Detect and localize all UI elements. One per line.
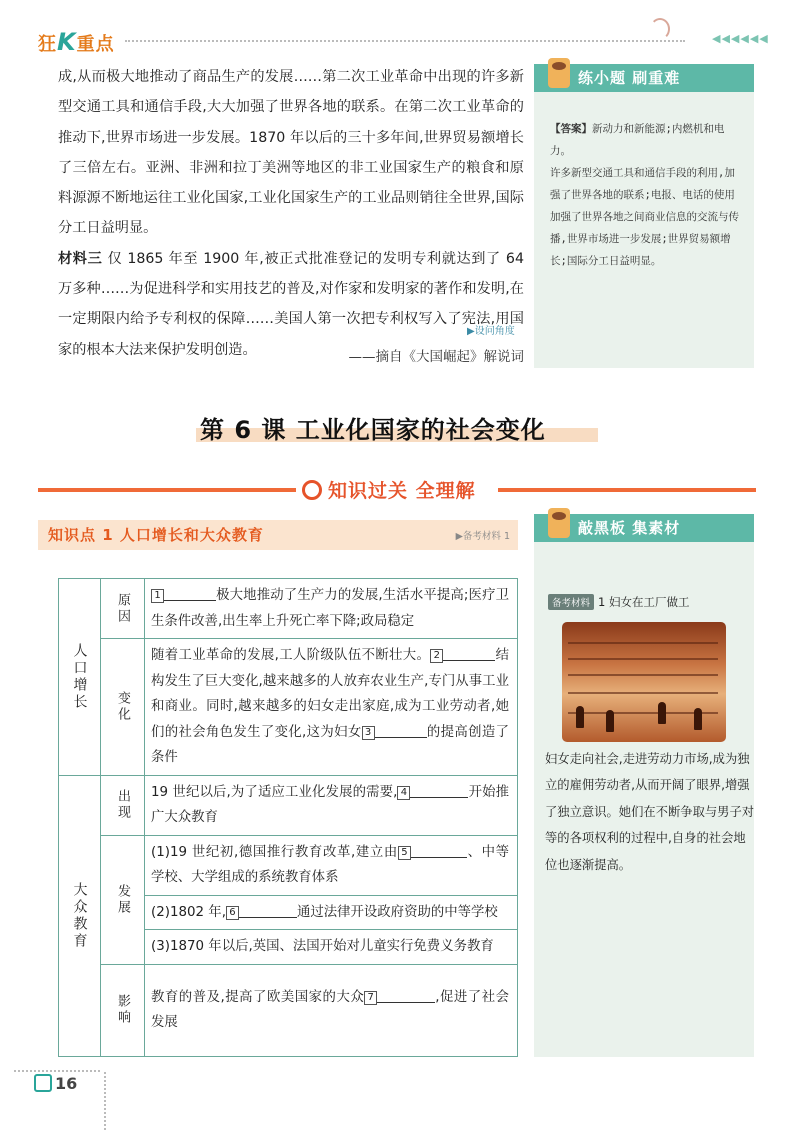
- blank-number: 1: [151, 589, 164, 603]
- blank-number: 2: [430, 649, 443, 663]
- development-cell-3: (3)1870 年以后,英国、法国开始对儿童实行免费义务教育: [145, 930, 518, 965]
- material-caption: 备考材料 1 妇女在工厂做工: [548, 594, 690, 610]
- footer-dotted-divider: [104, 1072, 106, 1130]
- header-dotted-rule: [125, 40, 685, 42]
- fill-blank[interactable]: [375, 724, 427, 738]
- source-citation: ——摘自《大国崛起》解说词: [348, 349, 524, 365]
- student-icon: [548, 508, 570, 538]
- section-banner: [302, 476, 476, 503]
- footer-dotted-rule: [14, 1070, 100, 1072]
- material-text: [58, 62, 524, 365]
- material-two-tail: 成,从而极大地推动了商品生产的发展……第二次工业革命中出现的许多新型交通工具和通信手段,大大加强了世界各地的联系。在第二次工业革命的推动下,世界市场进一步发展。1870 年以后的三十多年间,世界贸易额增长了三倍左右。亚洲、非洲和拉丁美洲等地区的非工业国家生产的粮食和原料源源不断地运往工业化国家,工业化国家生产的工业品则销往全世界,国际分工日益明显。: [58, 69, 524, 237]
- development-cell-1: (1)19 世纪初,德国推行教育改革,建立由 5 、中等学校、大学组成的系统教育体系: [145, 835, 518, 895]
- arrow-decoration: ◀◀◀◀◀◀: [712, 32, 769, 45]
- table-row: [59, 964, 518, 1056]
- practice-sidebar-title: 练小题 刷重难: [578, 69, 681, 87]
- factory-women-photo: [562, 622, 726, 742]
- change-cell: 随着工业革命的发展,工人阶级队伍不断壮大。 2 结构发生了巨大变化,越来越多的人放弃农业生产,专门从事工业和商业。同时,越来越多的妇女走出家庭,成为工业劳动者,她们的社会角色发生了变化,这为妇女 3 的提高创造了条件: [145, 639, 518, 776]
- material-sidebar-header: [534, 514, 754, 542]
- answer-label: 【答案】: [550, 123, 592, 135]
- material-description: 妇女走向社会,走进劳动力市场,成为独立的雇佣劳动者,从而开阔了眼界,增强了独立意识。她们在不断争取与男子对等的各项权利的过程中,自身的社会地位也逐渐提高。: [545, 752, 755, 872]
- fill-blank[interactable]: [239, 904, 297, 918]
- material-three-body: 仅 1865 年至 1900 年,被正式批准登记的发明专利就达到了 64 万多种……为促进科学和实用技艺的普及,对作家和发明家的著作和发明,在一定期限内给予专利权的保障……美国人第一次把专利权写入了宪法,用国家的根本大法来保护发明创造。: [58, 250, 524, 358]
- material-three-label: 材料三: [58, 250, 103, 267]
- knowledge-point-title: 知识点 1 人口增长和大众教育: [48, 526, 264, 544]
- page-number: 16: [34, 1074, 77, 1093]
- swirl-icon: [302, 480, 322, 500]
- decorative-curl: [650, 18, 670, 40]
- banner-rule-left: [38, 488, 296, 492]
- development-cell-2: (2)1802 年, 6 通过法律开设政府资助的中等学校: [145, 895, 518, 930]
- group-education: 大众教育: [59, 775, 101, 1056]
- book-icon: [34, 1074, 52, 1092]
- emergence-cell: 19 世纪以后,为了适应工业化发展的需要, 4 开始推广大众教育: [145, 775, 518, 835]
- reference-material-link[interactable]: ▶备考材料 1: [455, 531, 510, 542]
- lesson-title: 第 6 课 工业化国家的社会变化: [200, 416, 546, 444]
- blank-number: 6: [226, 906, 239, 920]
- row-label-change: 变化: [101, 639, 145, 776]
- impact-cell: 教育的普及,提高了欧美国家的大众 7 ,促进了社会发展: [145, 964, 518, 1056]
- blank-number: 7: [364, 991, 377, 1005]
- row-label-emergence: 出现: [101, 775, 145, 835]
- group-population: 人口增长: [59, 579, 101, 776]
- fill-blank[interactable]: [411, 844, 467, 858]
- table-row: [59, 835, 518, 895]
- practice-sidebar-header: [534, 64, 754, 92]
- student-icon: [548, 58, 570, 88]
- fill-blank[interactable]: [377, 989, 435, 1003]
- answer-explanation: 许多新型交通工具和通信手段的利用,加强了世界各地的联系;电报、电话的使用加强了世界各地之间商业信息的交流与传播,世界市场进一步发展;世界贸易额增长;国际分工日益明显。: [550, 167, 739, 267]
- answer-text: 新动力和新能源;内燃机和电力。: [550, 123, 725, 157]
- banner-rule-right: [498, 488, 756, 492]
- row-label-development: 发展: [101, 835, 145, 964]
- brand-logo: 狂K重点: [38, 28, 115, 56]
- cause-cell: 1 极大地推动了生产力的发展,生活水平提高;医疗卫生条件改善,出生率上升死亡率下降;政局稳定: [145, 579, 518, 639]
- material-tag: 备考材料: [548, 594, 594, 610]
- fill-blank[interactable]: [443, 647, 495, 661]
- blank-number: 4: [397, 786, 410, 800]
- section-banner-title: 知识过关 全理解: [328, 480, 476, 502]
- table-row: [59, 579, 518, 639]
- material-sidebar-title: 敲黑板 集素材: [578, 519, 681, 537]
- knowledge-table: [58, 578, 518, 1057]
- practice-sidebar: [534, 64, 754, 368]
- blank-number: 3: [362, 726, 375, 740]
- fill-blank[interactable]: [410, 784, 468, 798]
- blank-number: 5: [398, 846, 411, 860]
- row-label-cause: 原因: [101, 579, 145, 639]
- row-label-impact: 影响: [101, 964, 145, 1056]
- table-row: [59, 775, 518, 835]
- practice-answer: [534, 92, 754, 272]
- knowledge-point-bar: [38, 520, 518, 550]
- table-row: [59, 639, 518, 776]
- fill-blank[interactable]: [164, 587, 216, 601]
- question-angle-link[interactable]: ▶设问角度: [467, 326, 515, 337]
